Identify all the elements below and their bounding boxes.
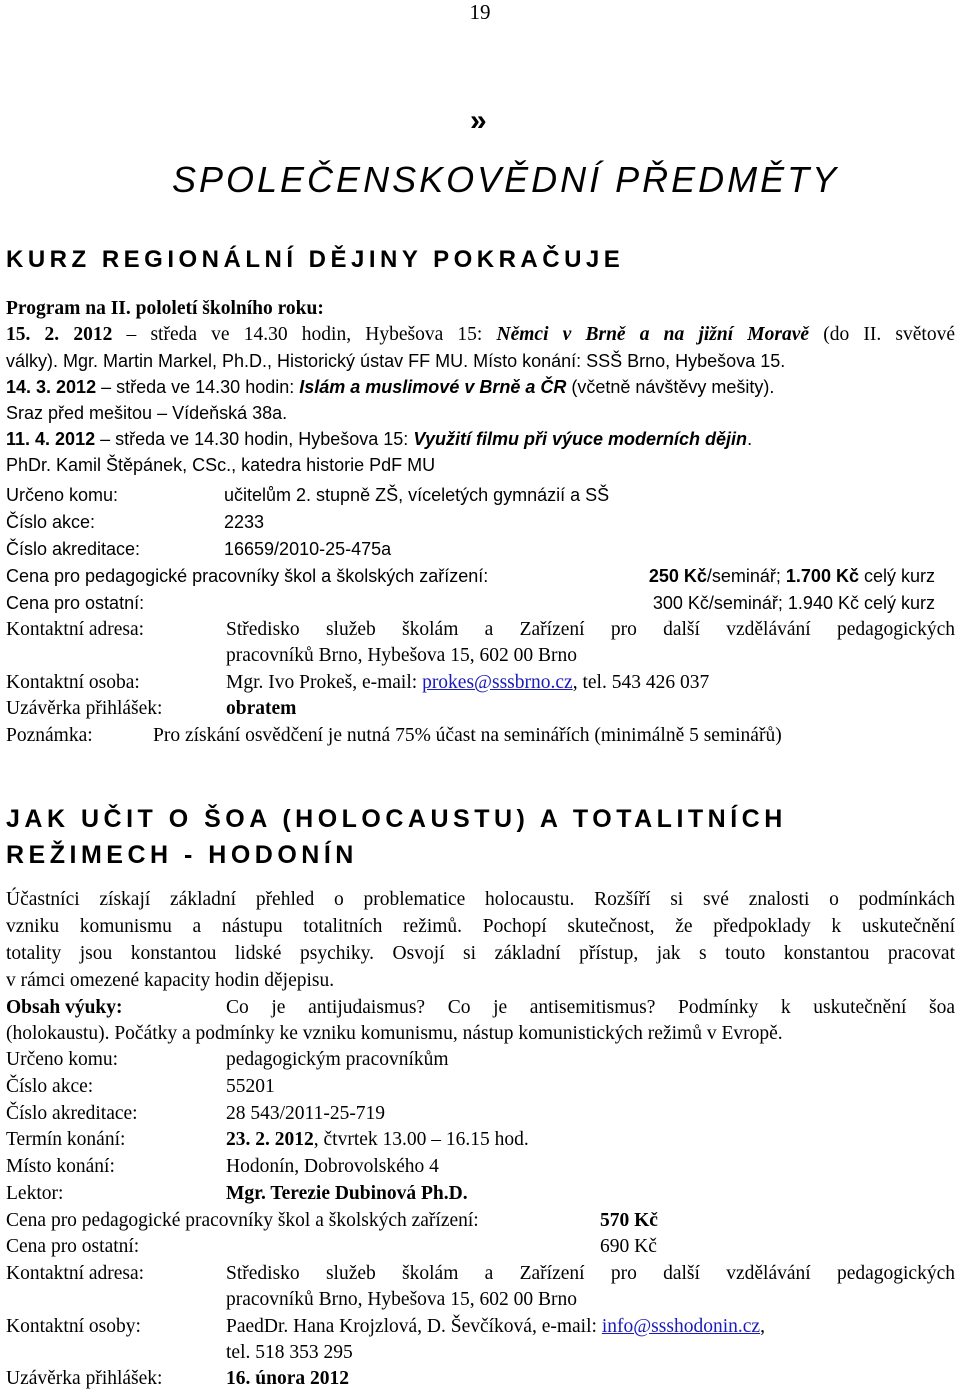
event-number-value: 55201 bbox=[226, 1076, 275, 1097]
target-label: Určeno komu: bbox=[6, 1049, 119, 1070]
accreditation-label: Číslo akreditace: bbox=[6, 1103, 138, 1124]
contact-address-line-2: pracovníků Brno, Hybešova 15, 602 00 Brno bbox=[226, 1289, 577, 1310]
contact-address-line-1: Středisko služeb školám a Zařízení pro další vzdělávání pedagogických bbox=[226, 1263, 955, 1284]
venue-value: Hodonín, Dobrovolského 4 bbox=[226, 1156, 439, 1177]
program-item-1 bbox=[6, 322, 955, 349]
date-label: Termín konání: bbox=[6, 1129, 126, 1150]
event-number-value: 2233 bbox=[224, 512, 265, 532]
item-topic: Němci v Brně a na jižní Moravě bbox=[496, 324, 810, 345]
price-course: 1.700 Kč bbox=[785, 566, 859, 586]
description-line-3: totality jsou konstantou lidské psychiky. Osvojí si základní přístup, jak s touto konstantou pracovat bbox=[6, 943, 955, 964]
venue-label: Místo konání: bbox=[6, 1156, 115, 1177]
contact-address-label: Kontaktní adresa: bbox=[6, 619, 145, 640]
deadline-label: Uzávěrka přihlášek: bbox=[6, 1368, 163, 1389]
note-value: Pro získání osvědčení je nutná 75% účast na seminářích (minimálně 5 seminářů) bbox=[153, 725, 782, 746]
contact-phone: tel. 518 353 295 bbox=[226, 1342, 353, 1363]
accreditation-label: Číslo akreditace: bbox=[6, 539, 141, 559]
event-number-label: Číslo akce: bbox=[6, 1076, 94, 1097]
price-teachers-value bbox=[649, 563, 935, 589]
item-text: – středa ve 14.30 hodin, Hybešova 15: bbox=[112, 324, 497, 345]
event-date: 23. 2. 2012 bbox=[226, 1129, 314, 1150]
target-label: Určeno komu: bbox=[6, 485, 119, 505]
price-teachers-value: 570 Kč bbox=[600, 1210, 658, 1231]
item-topic: Islám a muslimové v Brně a ČR bbox=[299, 377, 567, 397]
deadline-label: Uzávěrka přihlášek: bbox=[6, 698, 163, 719]
description-line-1: Účastníci získají základní přehled o problematice holocaustu. Rozšíří si své znalosti o podmínkách bbox=[6, 889, 955, 910]
accreditation-value: 16659/2010-25-475a bbox=[224, 539, 392, 559]
chevron-icon: » bbox=[470, 104, 487, 137]
item-date: 15. 2. 2012 bbox=[6, 324, 113, 345]
content-line-1: Co je antijudaismus? Co je antisemitismus? Podmínky k uskutečnění šoa bbox=[226, 997, 955, 1018]
description-line-4: v rámci omezené kapacity hodin dějepisu. bbox=[6, 970, 335, 991]
program-item-1-detail: války). Mgr. Martin Markel, Ph.D., Historický ústav FF MU. Místo konání: SSŠ Brno, Hybešova 15. bbox=[6, 351, 786, 371]
date-value bbox=[226, 1127, 529, 1153]
comma: , bbox=[760, 1316, 765, 1337]
contact-persons-value bbox=[226, 1314, 765, 1340]
price-others-value: 690 Kč bbox=[600, 1236, 657, 1257]
price-others-label: Cena pro ostatní: bbox=[6, 593, 145, 613]
event-number-label: Číslo akce: bbox=[6, 512, 96, 532]
item-tail: (včetně návštěvy mešity). bbox=[566, 377, 775, 397]
content-line-2: (holokaustu). Počátky a podmínky ke vzniku komunismu, nástup komunistických režimů v Evropě. bbox=[6, 1023, 783, 1044]
contact-person-name: Mgr. Ivo Prokeš, e-mail: bbox=[226, 672, 423, 693]
contact-address-label: Kontaktní adresa: bbox=[6, 1263, 145, 1284]
deadline-value: obratem bbox=[226, 698, 297, 719]
price-others-value: 300 Kč/seminář; 1.940 Kč celý kurz bbox=[652, 593, 935, 613]
item-tail: . bbox=[747, 429, 753, 449]
email-link[interactable]: info@ssshodonin.cz bbox=[601, 1316, 761, 1337]
item-text: – středa ve 14.30 hodin, Hybešova 15: bbox=[95, 429, 414, 449]
item-topic: Využití filmu při výuce moderních dějin bbox=[413, 429, 748, 449]
price-seminar: 250 Kč bbox=[648, 566, 707, 586]
price-teachers-label: Cena pro pedagogické pracovníky škol a školských zařízení: bbox=[6, 566, 489, 586]
price-seminar-unit: /seminář; bbox=[706, 566, 786, 586]
lecturer-label: Lektor: bbox=[6, 1183, 64, 1204]
target-value: učitelům 2. stupně ZŠ, víceletých gymnázií a SŠ bbox=[224, 485, 610, 505]
target-value: pedagogickým pracovníkům bbox=[226, 1049, 449, 1070]
page-number: 19 bbox=[469, 0, 491, 24]
price-course-unit: celý kurz bbox=[858, 566, 935, 586]
program-item-3-detail: PhDr. Kamil Štěpánek, CSc., katedra historie PdF MU bbox=[6, 455, 436, 475]
section-title-regional-history: KURZ REGIONÁLNÍ DĚJINY POKRAČUJE bbox=[6, 246, 625, 273]
contact-persons-label: Kontaktní osoby: bbox=[6, 1316, 141, 1337]
program-item-2-detail: Sraz před mešitou – Vídeňská 38a. bbox=[6, 403, 288, 423]
item-tail: (do II. světové bbox=[809, 324, 955, 345]
item-text: – středa ve 14.30 hodin: bbox=[96, 377, 300, 397]
content-label: Obsah výuky: bbox=[6, 997, 123, 1018]
contact-person-label: Kontaktní osoba: bbox=[6, 672, 140, 693]
program-heading: Program na II. pololetí školního roku: bbox=[6, 298, 324, 319]
accreditation-value: 28 543/2011-25-719 bbox=[226, 1103, 386, 1124]
note-label: Poznámka: bbox=[6, 725, 93, 746]
item-date: 14. 3. 2012 bbox=[6, 377, 97, 397]
program-item-2 bbox=[6, 374, 774, 400]
price-teachers-label: Cena pro pedagogické pracovníky škol a školských zařízení: bbox=[6, 1210, 479, 1231]
page-title: SPOLEČENSKOVĚDNÍ PŘEDMĚTY bbox=[172, 159, 840, 200]
section-title-holocaust: JAK UČIT O ŠOA (HOLOCAUSTU) A TOTALITNÍCH REŽIMECH - HODONÍN bbox=[6, 805, 787, 869]
contact-person-value bbox=[226, 670, 709, 696]
deadline-value: 16. února 2012 bbox=[226, 1368, 349, 1389]
item-date: 11. 4. 2012 bbox=[6, 429, 96, 449]
event-time: , čtvrtek 13.00 – 16.15 hod. bbox=[313, 1129, 529, 1150]
contact-address-line-1: Středisko služeb školám a Zařízení pro další vzdělávání pedagogických bbox=[226, 619, 955, 640]
email-link[interactable]: prokes@sssbrno.cz bbox=[422, 672, 573, 693]
description-line-2: vzniku komunismu a nástupu totalitních režimů. Pochopí skutečnost, že předpoklady k uskutečnění bbox=[6, 916, 955, 937]
price-others-label: Cena pro ostatní: bbox=[6, 1236, 140, 1257]
contact-persons-names: PaedDr. Hana Krojzlová, D. Ševčíková, e-mail: bbox=[226, 1316, 602, 1337]
contact-phone: , tel. 543 426 037 bbox=[572, 672, 710, 693]
contact-address-line-2: pracovníků Brno, Hybešova 15, 602 00 Brno bbox=[226, 645, 577, 666]
program-item-3 bbox=[6, 426, 752, 452]
lecturer-value: Mgr. Terezie Dubinová Ph.D. bbox=[226, 1183, 468, 1204]
